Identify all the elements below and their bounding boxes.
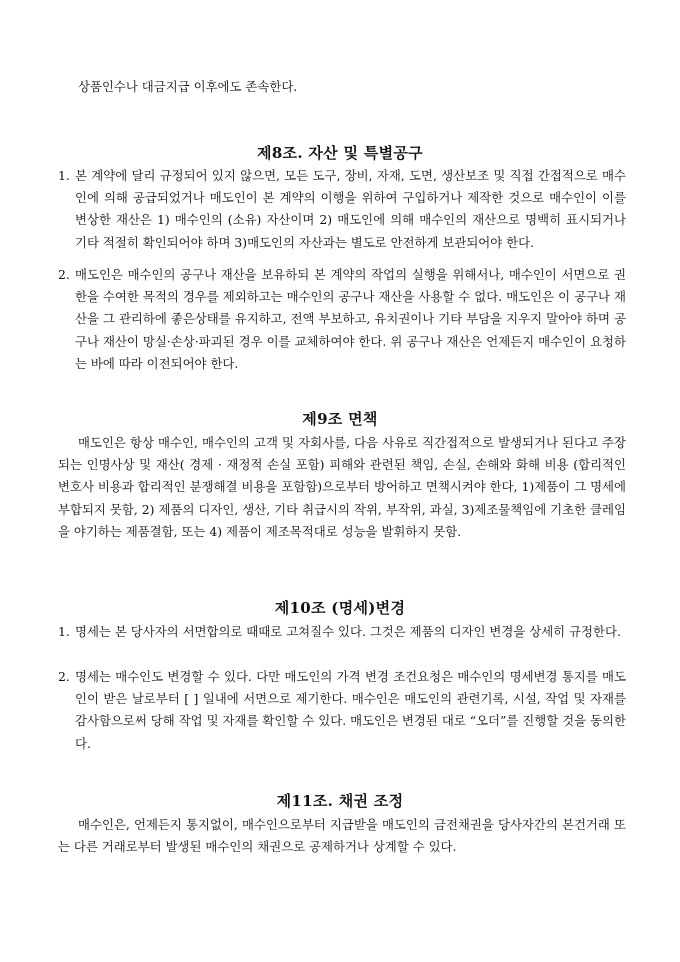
carryover-paragraph: 상품인수나 대금지급 이후에도 존속한다. bbox=[78, 79, 298, 94]
article-10-item-1-number: 1. bbox=[58, 624, 70, 639]
article-9-paragraph: 매도인은 항상 매수인, 매수인의 고객 및 자회사를, 다음 사유로 직간접적으로 발생되거나 된다고 주장되는 인명사상 및 재산( 경제 · 재정적 손실 포함) 피해와 관련된 책임, 손실, 손해와 화해 비용 (합리적인 변호사 비용과 합리적인 분쟁해결 비용을 포함함)으로부터 방어하고 면책시켜야 한다, 1)제품이 그 명세에 부합되지 못함, 2) 제품의 디자인, 생산, 기타 취급시의 작위, 부작위, 과실, 3)제조물책임에 기초한 클레임을 야기하는 제품결함, 또는 4) 제품이 제조목적대로 성능을 발휘하지 못함. bbox=[58, 435, 626, 539]
article-10-item-1-text: 명세는 본 당사자의 서면합의로 때때로 고쳐질수 있다. 그것은 제품의 디자인 변경을 상세히 규정한다. bbox=[75, 624, 621, 639]
article-10-item-2 bbox=[58, 666, 626, 755]
article-10-item-1 bbox=[58, 621, 626, 643]
article-10-heading: 제10조 (명세)변경 bbox=[274, 599, 406, 617]
article-10-item-2-text: 명세는 매수인도 변경할 수 있다. 다만 매도인의 가격 변경 조건요청은 매수인의 명세변경 통지를 매도인이 받은 날로부터 [ ] 일내에 서면으로 제기한다. 매수인은 매도인의 관련기록, 시설, 작업 및 자재를 감사함으로써 당해 작업 및 자재를 확인할 수 있다. 매도인은 변경된 대로 “오더”를 진행할 것을 동의한다. bbox=[75, 669, 626, 751]
article-8-item-1-text: 본 계약에 달리 규정되어 있지 않으면, 모든 도구, 장비, 자재, 도면, 생산보조 및 직접 간접적으로 매수인에 의해 공급되었거나 매도인이 본 계약의 이행을 위하여 구입하거나 제작한 것으로 매수인이 이를 변상한 재산은 1) 매수인의 (소유) 자산이며 2) 매도인에 의해 매수인의 재산으로 명백히 표시되거나 기타 적절히 확인되어야 하며 3)매도인의 자산과는 별도로 안전하게 보관되어야 한다. bbox=[75, 168, 626, 250]
article-9-heading: 제9조 면책 bbox=[302, 410, 378, 428]
article-8-item-2-number: 2. bbox=[58, 267, 70, 282]
article-8-item-2 bbox=[58, 264, 626, 375]
article-8-item-1-number: 1. bbox=[58, 168, 70, 183]
article-8-heading: 제8조. 자산 및 특별공구 bbox=[257, 144, 423, 162]
article-11-paragraph: 매수인은, 언제든지 통지없이, 매수인으로부터 지급받을 매도인의 금전채권을 당사자간의 본건거래 또는 다른 거래로부터 발생된 매수인의 채권으로 공제하거나 상계할 수 있다. bbox=[58, 817, 626, 855]
article-8-item-2-text: 매도인은 매수인의 공구나 재산을 보유하되 본 계약의 작업의 실행을 위해서나, 매수인이 서면으로 권한을 수여한 목적의 경우를 제외하고는 매수인의 공구나 재산을 사용할 수 없다. 매도인은 이 공구나 재산을 그 관리하에 좋은상태를 유지하고, 전액 부보하고, 유치권이나 기타 부담을 지우지 말아야 하며 공구나 재산이 망실·손상·파괴된 경우 이를 교체하여야 한다. 위 공구나 재산은 언제든지 매수인이 요청하는 바에 따라 이전되어야 한다. bbox=[75, 267, 626, 371]
article-10-item-2-number: 2. bbox=[58, 669, 70, 684]
article-8-item-1 bbox=[58, 165, 626, 254]
article-11-heading: 제11조. 채권 조정 bbox=[276, 792, 404, 810]
